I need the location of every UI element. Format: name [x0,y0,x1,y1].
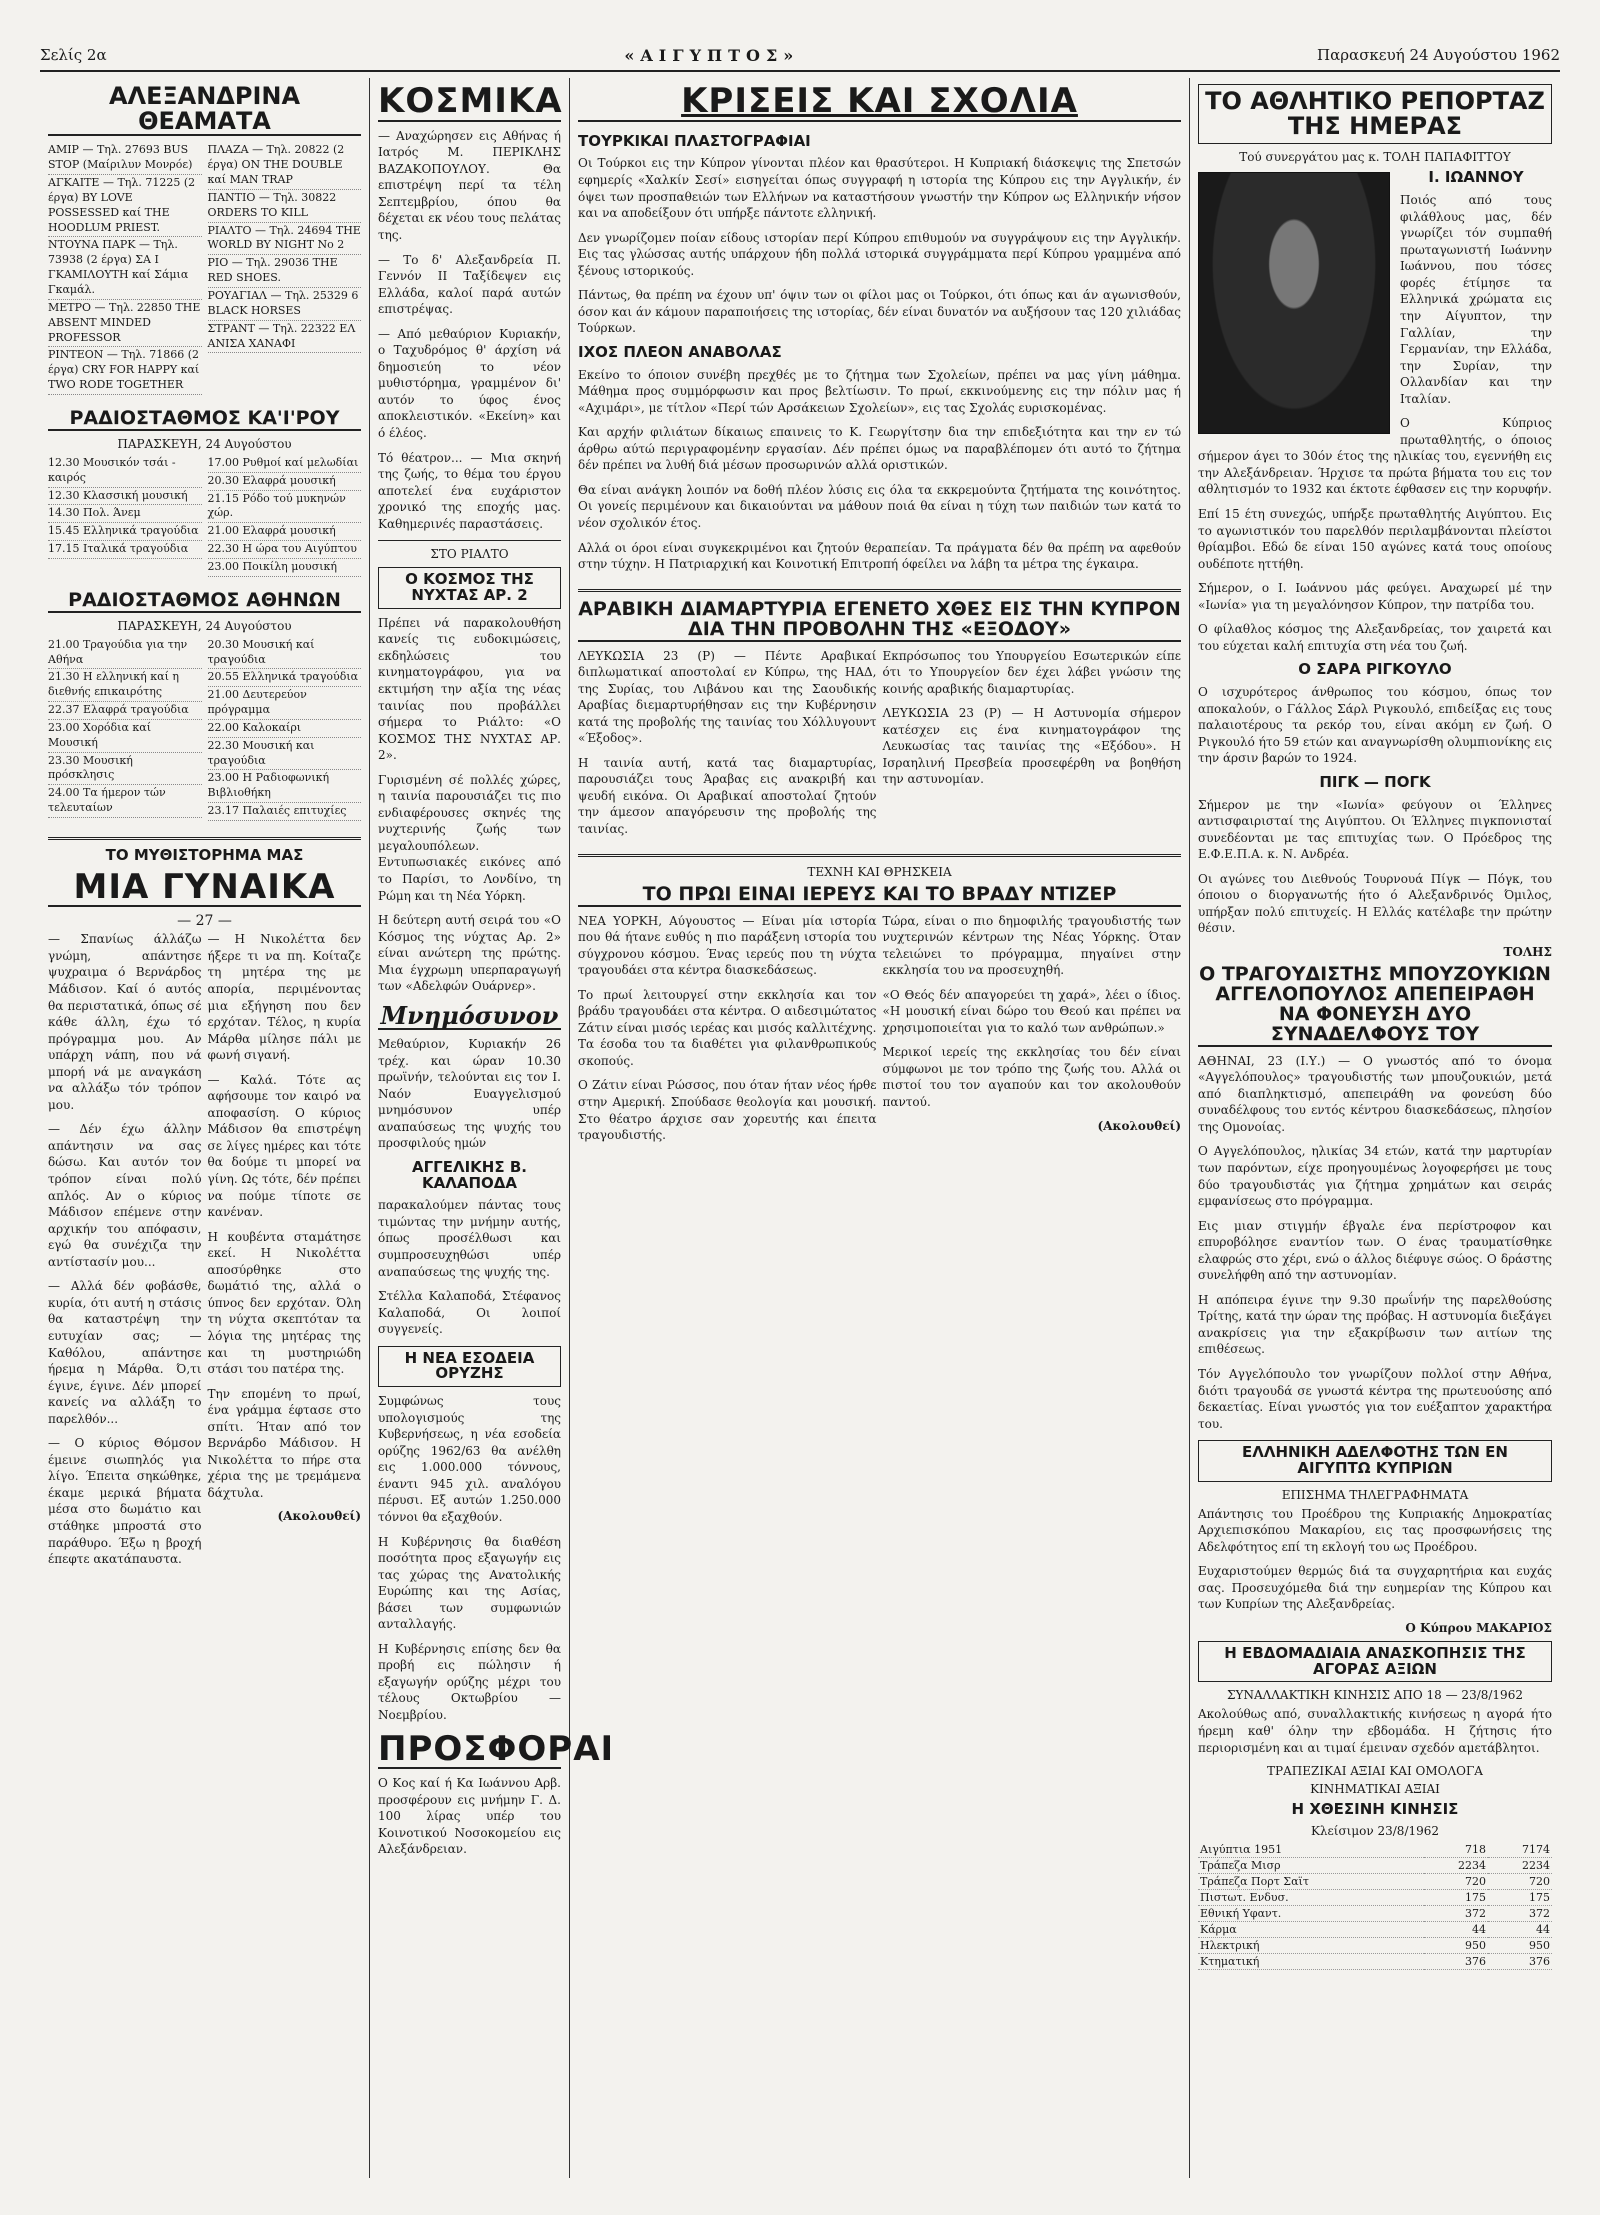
social-title: ΚΟΣΜΙΚΑ [378,81,563,121]
paragraph: Ο Κύπριος πρωταθλητής, ο όποιος σήμερον άγει το 30όν έτος της ηλικίας του, εγεννήθη εις την Αλεξάνδρειαν. Ήρχισε τα πρώτα βήματα του εις τον αθλητισμόν το 1932 και έκτοτε έφθασεν εις την κορυφήν. [1198,416,1552,497]
radio-athens-date: ΠΑΡΑΣΚΕΥΗ, 24 Αυγούστου [117,618,292,633]
paragraph: Και αρχήν φιλιάτων δίκαιως επαινεις το Κ. Γεωργίτσην δια την επιδεξιότητα και την εν τώ άρθρω αύτώ περιγραφομένην εργασίαν. Δέν πρέπει όμως να παραβλέπομεν ότι αυτό το ζήτημα δέν πρέπει να λυθή διά μέσων προσωρινών αλλά οριστικών. [578,425,1181,473]
radio-athens-right [208,637,362,821]
radio-athens-schedule [48,637,361,829]
paragraph: — Ο κύριος Θόμσον έμεινε σιωπηλός για λίγο. Έπειτα σηκώθηκε, έκαμε μερικά βήματα μέσα στο δωμάτιο και στάθηκε μπροστά στο παράθυρο. Έξω η βροχή έπεφτε ακατάπαυστα. [48,1436,202,1567]
table-row [1198,1857,1552,1873]
paragraph: Οι αγώνες του Διεθνούς Τουρνουά Πίγκ — Πόγκ, του όποιου ο διοργανωτής ήτο ό Αλεξανδρινός Όμιλος, υπήρξαν πολύ επιτυχείς. Η Ελλάς κατέλαβε την πρώτην θέσιν. [1198,871,1552,936]
listing: ΑΓΚΑΙΤΕ — Τηλ. 71225 (2 έργα) BY LOVE POSSESSED καί THE HOODLUM PRIEST. [48,175,202,237]
table-cell: 720 [1488,1873,1552,1889]
schedule-item: 21.00 Δευτερεύον πρόγραμμα [208,687,362,720]
listing: ΑΜΙΡ — Τηλ. 27693 BUS STOP (Μαίριλυν Μονρόε) [48,142,202,175]
paragraph: Εκείνο το όποιον συνέβη πρεχθές με το ζήτημα των Σχολείων, πρέπει να μας γίνη μάθημα. Μάθημα προς συμμόρφωσιν και προς βελτίωσιν. Το πρωί, εκκινούμενης εις την πόλιν μας ή «Αχιμάρι», με τίτλον «Περί τών Αρσάκειων Σχολείων», εις τας Σχολάς ευρισκομένας. [578,367,1181,415]
stocks-subhead: ΣΥΝΑΛΛΑΚΤΙΚΗ ΚΙΝΗΣΙΣ ΑΠΟ 18 — 23/8/1962 [1227,1688,1523,1703]
sports-signature: ΤΟΛΗΣ [1503,944,1552,959]
brotherhood-signature: Ο Κύπρου ΜΑΚΑΡΙΟΣ [1405,1620,1552,1635]
table-cell: Τράπεζα Μισρ [1198,1857,1424,1873]
paragraph: — Η Νικολέττα δεν ήξερε τι να πη. Κοίταζε τη μητέρα της με απορία, περιμένοντας μια εξήγηση που δεν ερχόταν. Τέλος, η κυρία Μάρθα μίλησε πάλι με φωνή σιγανή. [207,932,361,1063]
paragraph: Ακολούθως από, συναλλακτικής κινήσεως η αγορά ήτο ήρεμη καθ' όλην την εβδομάδα. Η ζήτησις ήτο περιορισμένη και αι τιμαί έμειναν σχεδόν αμετάβλητοι. [1198,1707,1552,1755]
table-cell: 950 [1488,1937,1552,1953]
paragraph: Ο Αγγελόπουλος, ηλικίας 34 ετών, κατά την μαρτυρίαν των παρόντων, είχε προηγουμένως λογοφερήσει με τους δύο τραγουδιστάς για ζήτημα χρημάτων και σειράς εμφανίσεως στο πρόγραμμα. [1198,1144,1552,1209]
novel-kicker: ΤΟ ΜΥΘΙΣΤΟΡΗΜΑ ΜΑΣ [105,845,304,864]
schedule-item: 23.30 Μουσική πρόσκλησις [48,753,202,786]
schedule-item: 17.15 Ιταλικά τραγούδια [48,541,202,559]
paragraph: Θα είναι ανάγκη λοιπόν να δοθή πλέον λύσις εις όλα τα εκκρεμούντα ζητήματα της κοινότητος. Οι γονείς περιμένουν και δικαιούνται να μάθουν ποιά θα είναι η τύχη των παιδιών των κατά το νέον σχολικόν έτος. [578,482,1181,531]
table-cell: 44 [1488,1921,1552,1937]
paragraph: Ο φίλαθλος κόσμος της Αλεξανδρείας, τον χαιρετά και του εύχεται καλή επιτυχία στη νέα του ζωή. [1198,622,1552,653]
listing: ΡΟΥΑΓΙΑΛ — Τηλ. 25329 6 BLACK HORSES [208,288,362,321]
paragraph: Η κουβέντα σταμάτησε εκεί. Η Νικολέττα αποσύρθηκε στο δωμάτιό της, αλλά ο ύπνος δεν ερχόταν. Όλη τη νύχτα σκεπτόταν τα λόγια της μητέρας της και τη μυστηριώδη στάσι του πατέρα της. [207,1229,361,1377]
column-editorial [570,78,1190,2178]
divider [378,540,561,541]
theatres-title: ΑΛΕΞΑΝΔΡΙΝΑ ΘΕΑΜΑΤΑ [48,84,361,136]
paragraph: Η ταινία αυτή, κατά τας διαμαρτυρίας, παρουσιάζει τους Άραβας εις ανακριβή και ψευδή εικόνα. Οι Αραβικαί αποστολαί ζητούν την άμεσον απαγόρευσιν της προβολής της ταινίας. [578,755,877,837]
protest-body [578,648,1181,846]
table-cell: 372 [1488,1905,1552,1921]
continued-note: (Ακολουθεί) [1097,1118,1181,1133]
page-number: Σελίς 2α [40,46,107,64]
paragraph: Ποιός από τους φιλάθλους μας, δέν γνωρίζει τόν συμπαθή πρωταγωνιστή Ιωάννην Ιωάννου, που τόσες φορές έτίμησε τα Ελληνικά χρώματα εις την Αίγυπτον, την Γαλλίαν, την Γερμανίαν, την Ελλάδα, την Συρίαν, την Ολλανδίαν και την Ιταλίαν. [1400,193,1552,406]
listing: ΜΕΤΡΟ — Τηλ. 22850 THE ABSENT MINDED PROFESSOR [48,300,202,348]
editorial-body [578,128,1181,581]
schedule-item: 21.00 Τραγούδια για την Αθήνα [48,637,202,670]
radio-cairo-schedule [48,455,361,585]
table-row [1198,1937,1552,1953]
paragraph: Την επομένη το πρωί, ένα γράμμα έφτασε στο σπίτι. Ήταν από τον Βερνάρδο Μάδισον. Η Νικολέττα το πήρε στα χέρια της με τρεμάμενα δάχτυλα. [207,1386,361,1500]
paragraph: Απάντησις του Προέδρου της Κυπριακής Δημοκρατίας Αρχιεπισκόπου Μακαρίου, εις τας προσφωνήσεις της Αδελφότητος επί τη εκλογή του ως Προέδρου. [1198,1506,1552,1554]
listing: ΡΙΝΤΕΟΝ — Τηλ. 71866 (2 έργα) CRY FOR HAPPY καί TWO RODE TOGETHER [48,347,202,395]
paragraph: Η δεύτερη αυτή σειρά του «Ο Κόσμος της νύχτας Αρ. 2» είναι ανώτερη της πρώτης. Μια έγχρωμη υπερπαραγωγή των «Αδελφών Ουάρνερ». [378,913,561,994]
table-row [1198,1921,1552,1937]
sports-byline: Τού συνεργάτου μας κ. ΤΟΛΗ ΠΑΠΑΦΙΤΤΟΥ [1239,150,1511,165]
religion-col-b [883,913,1182,1152]
paragraph: Συμφώνως τους υπολογισμούς της Κυβερνήσεως, η νέα εσοδεία ορύζης 1962/63 θα ανέλθη εις 1.000.000 τόννους, έναντι 945 χιλ. αναλόγου πέρυσι. Εξ αυτών 1.250.000 τόννοι θα εξαχθούν. [378,1394,561,1525]
paragraph: ΝΕΑ ΥΟΡΚΗ, Αύγουστος — Είναι μία ιστορία που θά ήτανε ευθύς η πιο παράξενη ιστορία του σύγχρονου κόσμου. Ένας ιερεύς που τη νύχτα τραγουδάει στα κέντρα διασκεδάσεως. [578,913,877,978]
schedule-item: 21.30 Η ελληνική καί η διεθνής επικαιρότης [48,669,202,702]
schedule-item: 22.37 Ελαφρά τραγούδια [48,702,202,720]
offering-title: ΠΡΟΣΦΟΡΑΙ [378,1728,615,1769]
paragraph: — Δέν έχω άλλην απάντησιν να σας δώσω. Και αυτόν τον τρόπον είναι πολύ απλός. Αν ο κύριος Μάδισον επέμενε στην αρχικήν του απόφασιν, εγώ θα συνέχιζα την αντίστασίν μου... [48,1122,202,1269]
listing: ΠΛΑΖΑ — Τηλ. 20822 (2 έργα) ON THE DOUBLE καί MAN TRAP [208,142,362,190]
table-cell: Ηλεκτρική [1198,1937,1424,1953]
paragraph: Εις μιαν στιγμήν έβγαλε ένα περίστροφον και επυροβόλησε εναντίον των. Ο ένας τραυματίσθηκε ελαφρώς στο χέρι, ενώ ο άλλος διέφυγε σώος. Ο δράστης συνελήφθη από την αστυνομίαν. [1198,1218,1552,1283]
paragraph: Αλλά οι όροι είναι συγκεκριμένοι και ζητούν θεραπείαν. Τα πράγματα δέν θα πρέπη να αφεθούν στην τύχην. Η Πατριαρχική και Κοινοτική Επιτροπή όφείλει να λάβη τα μέτρα της έγκαιρα. [578,540,1181,572]
listing: ΠΑΝΤΙΟ — Τηλ. 30822 ORDERS TO KILL [208,190,362,223]
table-cell: Τράπεζα Πορτ Σαϊτ [1198,1873,1424,1889]
schedule-item: 12.30 Μουσικόν τσάι - καιρός [48,455,202,488]
paragraph: — Καλά. Τότε ας αφήσουμε τον καιρό να αποφασίση. Ο κύριος Μάδισον θα επιστρέψη σε λίγες ημέρες και τότε θα δούμε τι μπορεί να γίνη. Ως τότε, δέν πρέπει να πούμε τίποτε σε κανέναν. [207,1072,361,1220]
stocks-date: Κλείσιμον 23/8/1962 [1310,1823,1440,1838]
table-cell: Κτηματική [1198,1953,1424,1969]
sports-subhead: Ι. ΙΩΑΝΝΟΥ [1428,168,1524,187]
table-cell: 2234 [1424,1857,1488,1873]
table-cell: Κάρμα [1198,1921,1424,1937]
schedule-item: 23.00 Ποικίλη μουσική [208,559,362,577]
stocks-subhead: ΤΡΑΠΕΖΙΚΑΙ ΑΞΙΑΙ ΚΑΙ ΟΜΟΛΟΓΑ [1267,1764,1483,1779]
protest-col-b [883,648,1182,846]
protest-col-a [578,648,877,846]
paragraph: Η Κυβέρνησις θα διαθέση ποσότητα προς εξαγωγήν εις τας χώρας της Ανατολικής Ευρώπης και της Ασίας, βάσει των συμφωνιών ανταλλαγής. [378,1534,561,1632]
paragraph: ΛΕΥΚΩΣΙΑ 23 (Ρ) — Η Αστυνομία σήμερον κατέσχεν εις ένα κινηματογράφον της Λευκωσίας τας ταινίας της «Εξόδου». Η Ισραηλινή Πρεσβεία προσεφέρθη να βοηθήση την αστυνομίαν. [882,706,1181,787]
radio-cairo-title: ΡΑΔΙΟΣΤΑΘΜΟΣ ΚΑ'Ι'ΡΟΥ [48,409,361,431]
table-row [1198,1873,1552,1889]
radio-cairo-date: ΠΑΡΑΣΚΕΥΗ, 24 Αυγούστου [117,436,292,451]
paragraph: Ο ισχυρότερος άνθρωπος του κόσμου, όπως τον αποκαλούν, ο Γάλλος Σάρλ Ριγκουλό, επιδείξας εις τους παλαιοτέρους τα ρεκόρ του, είναι ακόμη εν ζωή. Ο Ριγκουλό ήτο 59 ετών και αναγνωρίσθη ολυμπιονίκης εις την άρσιν βαρών το 1924. [1198,685,1552,766]
memorial-name: ΑΓΓΕΛΙΚΗΣ Β. ΚΑΛΑΠΟΔΑ [412,1157,527,1192]
paragraph: Ο Κος καί ή Κα Ιωάννου Αρβ. προσφέρουν εις μνήμην Γ. Δ. 100 λίρας υπέρ του Κοινοτικού Νοσοκομείου εις Αλεξάνδρειαν. [378,1776,561,1857]
table-cell: 718 [1424,1842,1488,1858]
paragraph: Επί 15 έτη συνεχώς, υπήρξε πρωταθλητής Αιγύπτου. Εις το αγωνιστικόν του παρελθόν περιλαμβάνονται πλείστοι θρίαμβοι. Εδώ δε είναι 150 αγώνες κατά τους οποίους ουδέποτε ηττήθη. [1198,506,1552,571]
table-cell: 175 [1424,1889,1488,1905]
paper-name: «ΑΙΓΥΠΤΟΣ» [624,45,800,65]
stocks-title: Η ΕΒΔΟΜΑΔΙΑΙΑ ΑΝΑΣΚΟΠΗΣΙΣ ΤΗΣ ΑΓΟΡΑΣ ΑΞΙΩΝ [1198,1641,1552,1683]
paragraph: Δεν γνωρίζομεν ποίαν είδους ιστορίαν περί Κύπρου επιθυμούν να συγγράψουν εις την Αγγλικήν. Εις τας γλώσσας αυτής υπάρχουν ήδη πολλά ιστορικά συγγράμματα περί Κύπρου γραμμένα από ξένους ιστορικούς. [578,230,1181,278]
radio-athens-left [48,637,202,821]
paragraph: Ευχαριστούμεν θερμώς διά τα συγχαρητήρια και ευχάς σας. Προσευχόμεθα διά την ευημερίαν της Κύπρου και των Κυπρίων της Αλεξανδρείας. [1198,1564,1552,1612]
brotherhood-sub: ΕΠΙΣΗΜΑ ΤΗΛΕΓΡΑΦΗΜΑΤΑ [1281,1487,1469,1502]
schedule-item: 24.00 Τα ήμερον τών τελευταίων [48,785,202,818]
table-cell: Εθνική Υφαντ. [1198,1905,1424,1921]
rialto-title: Ο ΚΟΣΜΟΣ ΤΗΣ ΝΥΧΤΑΣ ΑΡ. 2 [378,567,561,609]
table-cell: 720 [1424,1873,1488,1889]
paragraph: — Το δ' Αλεξανδρεία Π. Γεννόν ΙΙ Ταξίδεψεν εις Ελλάδα, καλοί παρά αυτών επιστρέψας. [378,252,561,317]
novel-col-b [208,931,362,1575]
listing: ΝΤΟΥΝΑ ΠΑΡΚ — Τηλ. 73938 (2 έργα) ΣΑ Ι ΓΚΑΜΙΛΟΥΤΗ καί Σάμια Γκαμάλ. [48,237,202,299]
table-cell: 2234 [1488,1857,1552,1873]
table-cell: 7174 [1488,1842,1552,1858]
paragraph: ΑΘΗΝΑΙ, 23 (Ι.Υ.) — Ο γνωστός από το όνομα «Αγγελόπουλος» τραγουδιστής των μπουζουκιών, μετά από διαπληκτισμό, απεπειράθη να φονεύση δύο συναδέλφους του εντός κέντρου διασκεδάσεως, πλησίον της Ομονοίας. [1198,1053,1552,1134]
table-row [1198,1889,1552,1905]
schedule-item: 23.17 Παλαιές επιτυχίες [208,803,362,821]
paragraph: Ο Ζάτιν είναι Ρώσσος, που όταν ήταν νέος ήρθε στην Αμερική. Σπούδασε θεολογία και μουσική. Στο θέατρο άρχισε σαν χορευτής και έπειτα τραγουδιστής. [578,1078,877,1143]
paragraph: Γυρισμένη σέ πολλές χώρες, η ταινία παρουσιάζει τις πιο ενδιαφέρουσες σκηνές της νυχτερινής ζωής των μεγαλουπόλεων. Εντυπωσιακές εικόνες από το Παρίσι, το Λονδίνο, τη Ρώμη και τη Νέα Υόρκη. [378,772,561,903]
radio-cairo-left [48,455,202,577]
table-cell: 950 [1424,1937,1488,1953]
paragraph: Το πρωί λειτουργεί στην εκκλησία και τον βράδυ τραγουδάει στα κέντρα. Ο αιδεσιμώτατος Ζάτιν είναι μισός ιερέας και μισός καλλιτέχνης. Τα έσοδα του τα διαθέτει για φιλανθρωπικούς σκοπούς. [578,987,877,1068]
table-cell: 376 [1488,1953,1552,1969]
protest-title: ΑΡΑΒΙΚΗ ΔΙΑΜΑΡΤΥΡΙΑ ΕΓΕΝΕΤΟ ΧΘΕΣ ΕΙΣ ΤΗΝ ΚΥΠΡΟΝ ΔΙΑ ΤΗΝ ΠΡΟΒΟΛΗΝ ΤΗΣ «ΕΞΟΔΟΥ» [578,597,1181,640]
schedule-item: 17.00 Ρυθμοί καί μελωδίαι [208,455,362,473]
paragraph: Οι Τούρκοι εις την Κύπρον γίνονται πλέον και θρασύτεροι. Η Κυπριακή διάσκεψις της Σπετσών εφημερίς «Χαλκίν Σεσί» εισηγείται όπως συγγραφή η ιστορία της Κύπρου εις την Αγγλικήν, έν όψει των προσπαθειών των Ελλήνων να καταστήσουν γνωστήν την Κύπρον ως Ελληνικήν νήσον και να αποδείξουν ότι υπήρξε πάντοτε ελληνική. [578,156,1181,221]
schedule-item: 22.30 Η ώρα του Αιγύπτου [208,541,362,559]
paragraph: Πρέπει νά παρακολουθήση κανείς τις ευδοκιμώσεις, εκδηλώσεις του κινηματογράφου, για να εκτιμήση την αξία της νέας ταινίας που προβάλλει σήμερα το Ριάλτο: «Ο ΚΟΣΜΟΣ ΤΗΣ ΝΥΧΤΑΣ ΑΡ. 2». [378,615,561,763]
divider [578,589,1181,592]
schedule-item: 15.45 Ελληνικά τραγούδια [48,523,202,541]
theatres-listings [48,142,361,403]
radio-cairo-right [208,455,362,577]
schedule-item: 21.00 Ελαφρά μουσική [208,523,362,541]
rialto-label: ΣΤΟ ΡΙΑΛΤΟ [430,547,509,562]
stocks-subhead: Η ΧΘΕΣΙΝΗ ΚΙΝΗΣΙΣ [1291,1800,1459,1819]
divider [48,837,361,840]
paragraph: Στέλλα Καλαποδά, Στέφανος Καλαποδά, Οι λοιποί συγγενείς. [378,1289,561,1337]
paragraph: Η Κυβέρνησις επίσης δεν θα προβή εις πώλησιν ή εξαγωγήν ορύζης μέχρι του τέλους Οκτωβρίου — Νοεμβρίου. [378,1641,561,1723]
paragraph: Τόν Αγγελόπουλο τον γνωρίζουν πολλοί στην Αθήνα, διότι τραγουδά σε γνωστά κέντρα της πρωτευούσης από δεκαετίας. Είναι γνωστός για τον ευέξαπτον χαρακτήρα του. [1198,1367,1552,1431]
paragraph: Μερικοί ιερείς της εκκλησίας του δέν είναι σύμφωνοι με τον τρόπο της ζωής του. Αλλά οι πιστοί του τον αγαπούν και τον ακολουθούν παντού. [882,1045,1181,1109]
schedule-item: 20.30 Ελαφρά μουσική [208,473,362,491]
paragraph: — Αλλά δέν φοβάσθε, κυρία, ότι αυτή η στάσις θα καταστρέψη την ευτυχίαν σας; — Καθόλου, απάντησε ήρεμα η Μάρθα. Ό,τι έγινε, έγινε. Δέν μπορεί κανείς να αλλάξη το παρελθόν... [48,1279,202,1426]
paragraph: Μεθαύριον, Κυριακήν 26 τρέχ. και ώραν 10.30 πρωϊνήν, τελούνται εις τον Ι. Ναόν Ευαγγελισμού μνημόσυνον υπέρ αναπαύσεως της ψυχής του προσφιλούς ημών [378,1036,561,1151]
issue-date: Παρασκευή 24 Αυγούστου 1962 [1317,46,1560,64]
editorial-subhead: ΙΧΟΣ ΠΛΕΟΝ ΑΝΑΒΟΛΑΣ [578,342,782,361]
theatres-right [208,142,362,395]
table-cell: Πιστωτ. Ενδυσ. [1198,1889,1424,1905]
boxer-photo [1198,172,1390,434]
stocks-rows [1198,1842,1552,1970]
schedule-item: 22.30 Μουσική και τραγούδια [208,738,362,771]
memorial-title: Μνημόσυνον [378,1003,561,1030]
religion-kicker: ΤΕΧΝΗ ΚΑΙ ΘΡΗΣΚΕΙΑ [807,864,952,879]
novel-title: ΜΙΑ ΓΥΝΑΙΚΑ [48,870,361,908]
paragraph: — Αναχώρησεν εις Αθήνας ή Ιατρός Μ. ΠΕΡΙΚΛΗΣ ΒΑΖΑΚΟΠΟΥΛΟΥ. Θα επιστρέψη περί τα τέλη Σεπτεμβρίου, όπου θα δέχεται εκ νέου τους πελάτας της. [378,128,561,242]
paragraph: «Ο Θεός δέν απαγορεύει τη χαρά», λέει ο ίδιος. «Η μουσική είναι δώρο του Θεού και πρέπει να χρησιμοποιείται για το καλό των ανθρώπων.» [882,987,1181,1035]
schedule-item: 22.00 Καλοκαίρι [208,720,362,738]
paragraph: Τό θέατρον... — Μια σκηνή της ζωής, το θέμα του έργου αποτελεί ένα ευχάριστον χρονικό της εποχής μας. Καθημερινές παραστάσεις. [378,450,561,531]
column-social [370,78,615,2178]
editorial-subhead: ΤΟΥΡΚΙΚΑΙ ΠΛΑΣΤΟΓΡΑΦΙΑΙ [578,131,811,150]
schedule-item: 12.30 Κλασσική μουσική [48,488,202,506]
paragraph: — Από μεθαύριον Κυριακήν, ο Ταχυδρόμος θ' άρχίση νά δημοσιεύη το νέον μυθιστόρημα, γραμμένον δι' αυτόν το ύφος ένος αποκλειστικόν. «Εκείνη» και ό έλέος. [378,326,561,440]
schedule-item: 14.30 Πολ. Άνεμ [48,505,202,523]
radio-athens-title: ΡΑΔΙΟΣΤΑΘΜΟΣ ΑΘΗΝΩΝ [48,591,361,613]
column-sports [1190,78,1560,2178]
column-entertainment [40,78,370,2178]
paragraph: Η απόπειρα έγινε την 9.30 πρωΐνήν της παρελθούσης Τρίτης, κατά την ώραν της πρόβας. Η αστυνομία διεξάγει ανακρίσεις για την εξακρίβωσιν των αιτίων της επιθέσεως. [1198,1292,1552,1357]
paragraph: Τώρα, είναι ο πιο δημοφιλής τραγουδιστής των νυχτερινών κέντρων της Νέας Υόρκης. Όταν τελειώνει το πρόγραμμα, πηγαίνει στην εκκλησία του να προσευχηθή. [882,913,1181,978]
religion-body [578,913,1181,1152]
editorial-col [578,128,1181,581]
novel-col-a [48,931,202,1575]
paragraph: Σήμερον, ο Ι. Ιωάννου μάς φεύγει. Αναχωρεί μέ την «Ιωνία» για τη μεγαλόνησον Κύπρον, την πατρίδα του. [1198,581,1552,612]
schedule-item: 21.15 Ρόδο τού μυκηνών χώρ. [208,491,362,524]
sports-title: ΤΟ ΑΘΛΗΤΙΚΟ ΡΕΠΟΡΤΑΖ ΤΗΣ ΗΜΕΡΑΣ [1198,84,1552,144]
listing: ΣΤΡΑΝΤ — Τηλ. 22322 ΕΛ ΑΝΙΣΑ ΧΑΝΑΦΙ [208,321,362,354]
paragraph: ΛΕΥΚΩΣΙΑ 23 (Ρ) — Πέντε Αραβικαί διπλωματικαί αποστολαί εν Κύπρω, της ΗΑΔ, της Συρίας, του Λιβάνου και της Σαουδικής Αραβίας διεμαρτυρήθησαν εις την Κυβέρνησιν κατά της προβολής της ταινίας του Χόλλυγουντ «Έξοδος». [578,648,877,746]
table-row [1198,1953,1552,1969]
table-row [1198,1905,1552,1921]
table-cell: 372 [1424,1905,1488,1921]
schedule-item: 20.30 Μουσική καί τραγούδια [208,637,362,670]
religion-col-a [578,913,877,1152]
table-cell: Αιγύπτια 1951 [1198,1842,1424,1858]
editorial-title: ΚΡΙΣΕΙΣ ΚΑΙ ΣΧΟΛΙΑ [578,84,1181,122]
table-row [1198,1842,1552,1858]
listing: ΡΙΑΛΤΟ — Τηλ. 24694 THE WORLD BY NIGHT No 2 [208,223,362,256]
stocks-table [1198,1842,1552,1970]
paragraph: Εκπρόσωπος του Υπουργείου Εσωτερικών είπε ότι το Υπουργείον δεν έχει λάβει γνώσιν της κοινής αραβικής διαμαρτυρίας. [882,648,1181,696]
table-cell: 376 [1424,1953,1488,1969]
divider [578,854,1181,857]
continued-note: (Ακολουθεί) [277,1509,361,1524]
theatres-left [48,142,202,395]
schedule-item: 23.00 Η Ραδιοφωνική Βιβλιοθήκη [208,770,362,803]
brotherhood-title: ΕΛΛΗΝΙΚΗ ΑΔΕΛΦΟΤΗΣ ΤΩΝ ΕΝ ΑΙΓΥΠΤΩ ΚΥΠΡΙΩΝ [1198,1440,1552,1482]
newspaper-page [40,78,1560,2178]
sports-subhead: ΠΙΓΚ — ΠΟΓΚ [1319,772,1431,791]
table-cell: 44 [1424,1921,1488,1937]
novel-text [48,931,361,1575]
singer-title: Ο ΤΡΑΓΟΥΔΙΣΤΗΣ ΜΠΟΥΖΟΥΚΙΩΝ ΑΓΓΕΛΟΠΟΥΛΟΣ ΑΠΕΠΕΙΡΑΘΗ ΝΑ ΦΟΝΕΥΣΗ ΔΥΟ ΣΥΝΑΔΕΛΦΟΥΣ ΤΟΥ [1199,962,1551,1045]
schedule-item: 23.00 Χορόδια καί Μουσική [48,720,202,753]
listing: ΡΙΟ — Τηλ. 29036 THE RED SHOES. [208,255,362,288]
masthead [40,40,1560,72]
stocks-subhead: ΚΙΝΗΜΑΤΙΚΑΙ ΑΞΙΑΙ [1310,1782,1440,1797]
sports-subhead: Ο ΣΑΡΑ ΡΙΓΚΟΥΛΟ [1298,660,1452,679]
religion-title: ΤΟ ΠΡΩΙ ΕΙΝΑΙ ΙΕΡΕΥΣ ΚΑΙ ΤΟ ΒΡΑΔΥ ΝΤΙΖΕΡ [578,885,1181,907]
paragraph: Σήμερον με την «Ιωνία» φεύγουν οι Έλληνες αντισφαιρισταί της Αιγύπτου. Οι Έλληνες πιγκπονισταί συνεδέονται με τας επιτυχίας των. Ο Πρόεδρος της Ε.Φ.Ε.Π.Α. κ. Ν. Ανδρέα. [1198,797,1552,862]
novel-installment: — 27 — [177,913,232,930]
paragraph: — Σπανίως άλλάζω γνώμη, απάντησε ψυχραιμα ό Βερνάρδος Μάδισον. Καί ό αυτός θα περιστατικά, όπως σέ κάθε άλλη, έχω τό πρόγραμμα μου. Αν υπάρχη νάπη, που νά μπορή νά με αναγκάση να αλλάξω τόν τρόπον μου. [48,932,202,1112]
table-cell: 175 [1488,1889,1552,1905]
rice-title: Η ΝΕΑ ΕΣΟΔΕΙΑ ΟΡΥΖΗΣ [378,1346,561,1388]
paragraph: Πάντως, θα πρέπη να έχουν υπ' όψιν των οι φίλοι μας οι Τούρκοι, ότι όπως και άν αγωνισθούν, όσον και άν κάμουν παραποιήσεις της ιστορίας, δέν είναι δυνατόν να αυξήσουν τας 120 χιλιάδας Τούρκων. [578,288,1181,336]
schedule-item: 20.55 Ελληνικά τραγούδια [208,669,362,687]
paragraph: παρακαλούμεν πάντας τους τιμώντας την μνήμην αυτής, όπως προσέλθωσι και συμπροσευχηθώσι υπέρ αναπαύσεως της ψυχής της. [378,1198,561,1279]
